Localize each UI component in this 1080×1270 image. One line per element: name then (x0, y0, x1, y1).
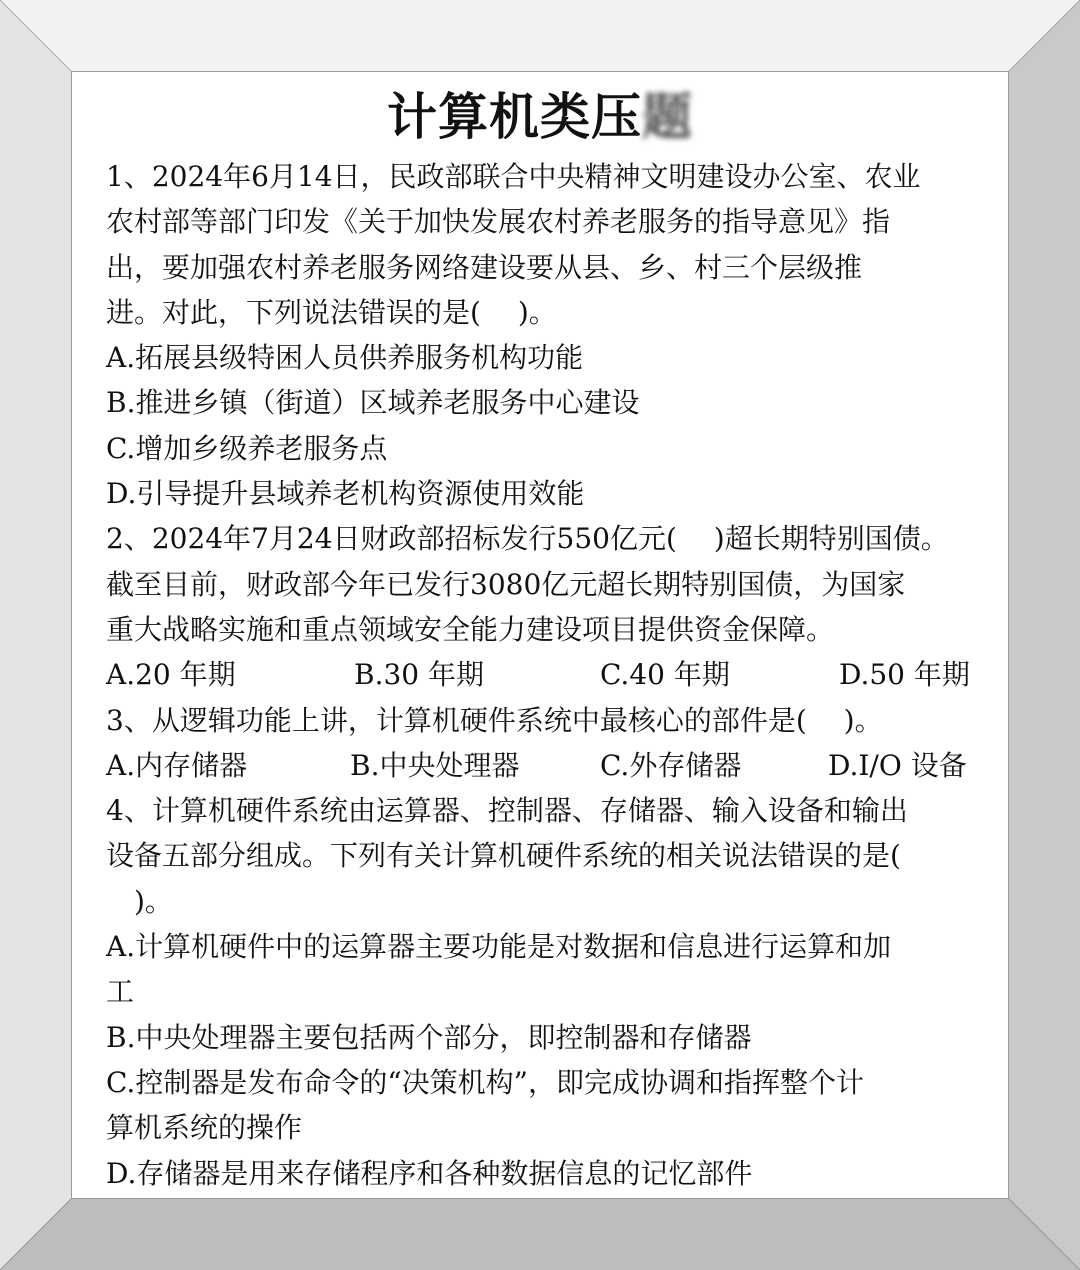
question-2-option-a: A.20 年期 (106, 658, 236, 692)
question-1-text-line: 农村部等部门印发《关于加快发展农村养老服务的指导意见》指 (106, 205, 891, 239)
question-2-text-line: 2、2024年7月24日财政部招标发行550亿元( )超长期特别国债。 (106, 522, 949, 556)
title-blurred-text: 题 (642, 88, 693, 146)
question-1 (106, 154, 1008, 516)
question-2-text-line: 截至目前，财政部今年已发行3080亿元超长期特别国债，为国家 (106, 567, 906, 601)
question-2-options (106, 652, 1008, 697)
question-4-option-d: D.存储器是用来存储程序和各种数据信息的记忆部件 (106, 1156, 753, 1190)
question-2-text-line: 重大战略实施和重点领域安全能力建设项目提供资金保障。 (106, 612, 835, 646)
question-3-option-d: D.I/O 设备 (828, 748, 967, 782)
title-text: 计算机类压 (387, 88, 642, 146)
question-4 (106, 788, 1008, 1196)
question-1-option-c: C.增加乡级养老服务点 (106, 431, 388, 465)
question-3-option-b: B.中央处理器 (350, 748, 520, 782)
question-4-text-line: )。 (106, 884, 173, 918)
question-1-option-b: B.推进乡镇（街道）区域养老服务中心建设 (106, 386, 640, 420)
question-2-option-b: B.30 年期 (354, 658, 485, 692)
question-1-text-line: 进。对此，下列说法错误的是( )。 (106, 295, 557, 329)
question-4-text-line: 4、计算机硬件系统由运算器、控制器、存储器、输入设备和输出 (106, 794, 908, 828)
page-title (72, 82, 1008, 152)
question-4-option-a: A.计算机硬件中的运算器主要功能是对数据和信息进行运算和加 (106, 930, 892, 964)
question-1-text-line: 出，要加强农村养老服务网络建设要从县、乡、村三个层级推 (106, 250, 863, 284)
question-1-option-a: A.拓展县级特困人员供养服务机构功能 (106, 341, 584, 375)
question-4-option-c-continued: 算机系统的操作 (106, 1111, 303, 1145)
question-4-option-a-continued: 工 (106, 975, 135, 1009)
question-3-text-line: 3、从逻辑功能上讲，计算机硬件系统中最核心的部件是( )。 (106, 703, 883, 737)
question-4-option-c: C.控制器是发布命令的“决策机构”，即完成协调和指挥整个计 (106, 1065, 864, 1099)
document-page (72, 72, 1008, 1198)
question-3-option-c: C.外存储器 (600, 748, 742, 782)
question-3 (106, 698, 1008, 789)
question-2-option-d: D.50 年期 (839, 658, 970, 692)
question-1-text-line: 1、2024年6月14日，民政部联合中央精神文明建设办公室、农业 (106, 160, 921, 193)
question-3-options (106, 743, 1008, 788)
question-2 (106, 516, 1008, 697)
question-1-option-d: D.引导提升县域养老机构资源使用效能 (106, 477, 585, 511)
question-2-option-c: C.40 年期 (600, 658, 730, 692)
question-4-text-line: 设备五部分组成。下列有关计算机硬件系统的相关说法错误的是( (106, 839, 901, 873)
question-3-option-a: A.内存储器 (106, 748, 248, 782)
question-4-option-b: B.中央处理器主要包括两个部分，即控制器和存储器 (106, 1020, 752, 1054)
